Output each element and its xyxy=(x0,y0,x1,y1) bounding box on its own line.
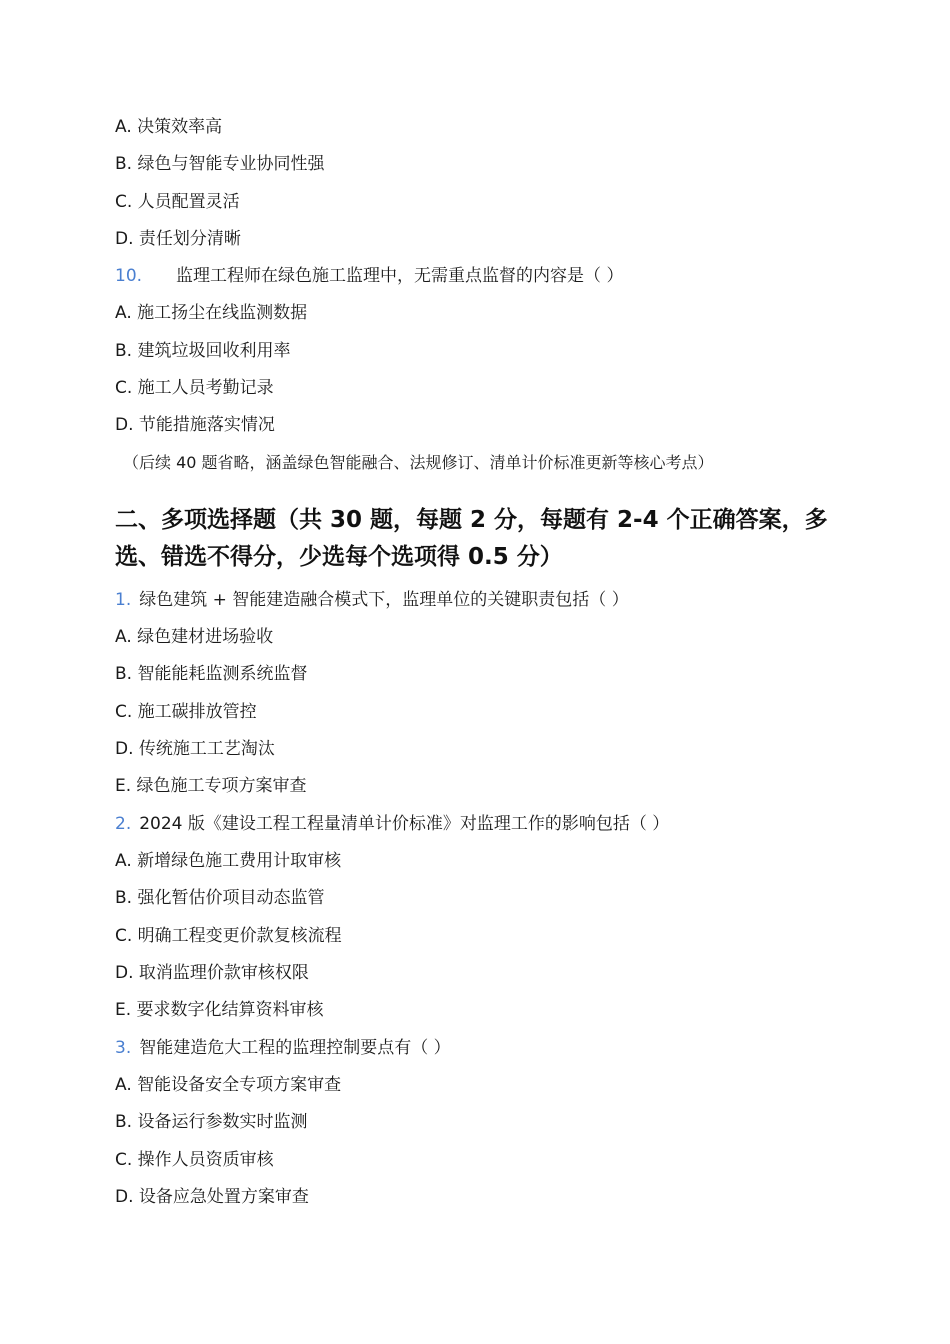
q9-option-b: B. 绿色与智能专业协同性强 xyxy=(115,154,325,174)
mq2-option-d: D. 取消监理价款审核权限 xyxy=(115,963,309,983)
mq3-option-d: D. 设备应急处置方案审查 xyxy=(115,1187,309,1207)
mq3-option-b: B. 设备运行参数实时监测 xyxy=(115,1112,308,1132)
q9-option-d: D. 责任划分清晰 xyxy=(115,229,241,249)
mq1-option-e: E. 绿色施工专项方案审查 xyxy=(115,776,307,796)
mq1-number: 1. xyxy=(115,590,132,610)
mq3-option-c: C. 操作人员资质审核 xyxy=(115,1150,274,1170)
mq1-option-b: B. 智能能耗监测系统监督 xyxy=(115,664,308,684)
mq1-stem xyxy=(115,588,629,612)
q10-text: 监理工程师在绿色施工监理中，无需重点监督的内容是（ ） xyxy=(176,266,624,286)
q10-option-d: D. 节能措施落实情况 xyxy=(115,415,275,435)
mq3-option-a: A. 智能设备安全专项方案审查 xyxy=(115,1075,342,1095)
mq2-stem xyxy=(115,812,669,836)
mq3-text: 智能建造危大工程的监理控制要点有（ ） xyxy=(139,1038,451,1058)
mq2-text: 2024 版《建设工程工程量清单计价标准》对监理工作的影响包括（ ） xyxy=(139,814,670,834)
mq2-option-e: E. 要求数字化结算资料审核 xyxy=(115,1000,324,1020)
section-heading: 二、多项选择题（共 30 题，每题 2 分，每题有 2-4 个正确答案，多选、错选不得分，少选每个选项得 0.5 分） xyxy=(115,507,828,570)
q10-stem xyxy=(115,264,623,288)
mq1-option-a: A. 绿色建材进场验收 xyxy=(115,627,274,647)
omission-note: （后续 40 题省略，涵盖绿色智能融合、法规修订、清单计价标准更新等核心考点） xyxy=(123,453,714,472)
q9-option-c: C. 人员配置灵活 xyxy=(115,192,240,212)
q10-number: 10. xyxy=(115,266,143,286)
mq3-number: 3. xyxy=(115,1038,132,1058)
mq1-option-c: C. 施工碳排放管控 xyxy=(115,702,257,722)
mq1-option-d: D. 传统施工工艺淘汰 xyxy=(115,739,275,759)
q10-option-c: C. 施工人员考勤记录 xyxy=(115,378,274,398)
mq2-option-b: B. 强化暂估价项目动态监管 xyxy=(115,888,325,908)
q9-option-a: A. 决策效率高 xyxy=(115,117,223,137)
mq1-text: 绿色建筑 + 智能建造融合模式下，监理单位的关键职责包括（ ） xyxy=(139,590,629,610)
q10-option-b: B. 建筑垃圾回收利用率 xyxy=(115,341,291,361)
mq2-option-c: C. 明确工程变更价款复核流程 xyxy=(115,926,342,946)
q10-option-a: A. 施工扬尘在线监测数据 xyxy=(115,303,308,323)
mq2-number: 2. xyxy=(115,814,132,834)
mq2-option-a: A. 新增绿色施工费用计取审核 xyxy=(115,851,342,871)
mq3-stem xyxy=(115,1036,451,1060)
